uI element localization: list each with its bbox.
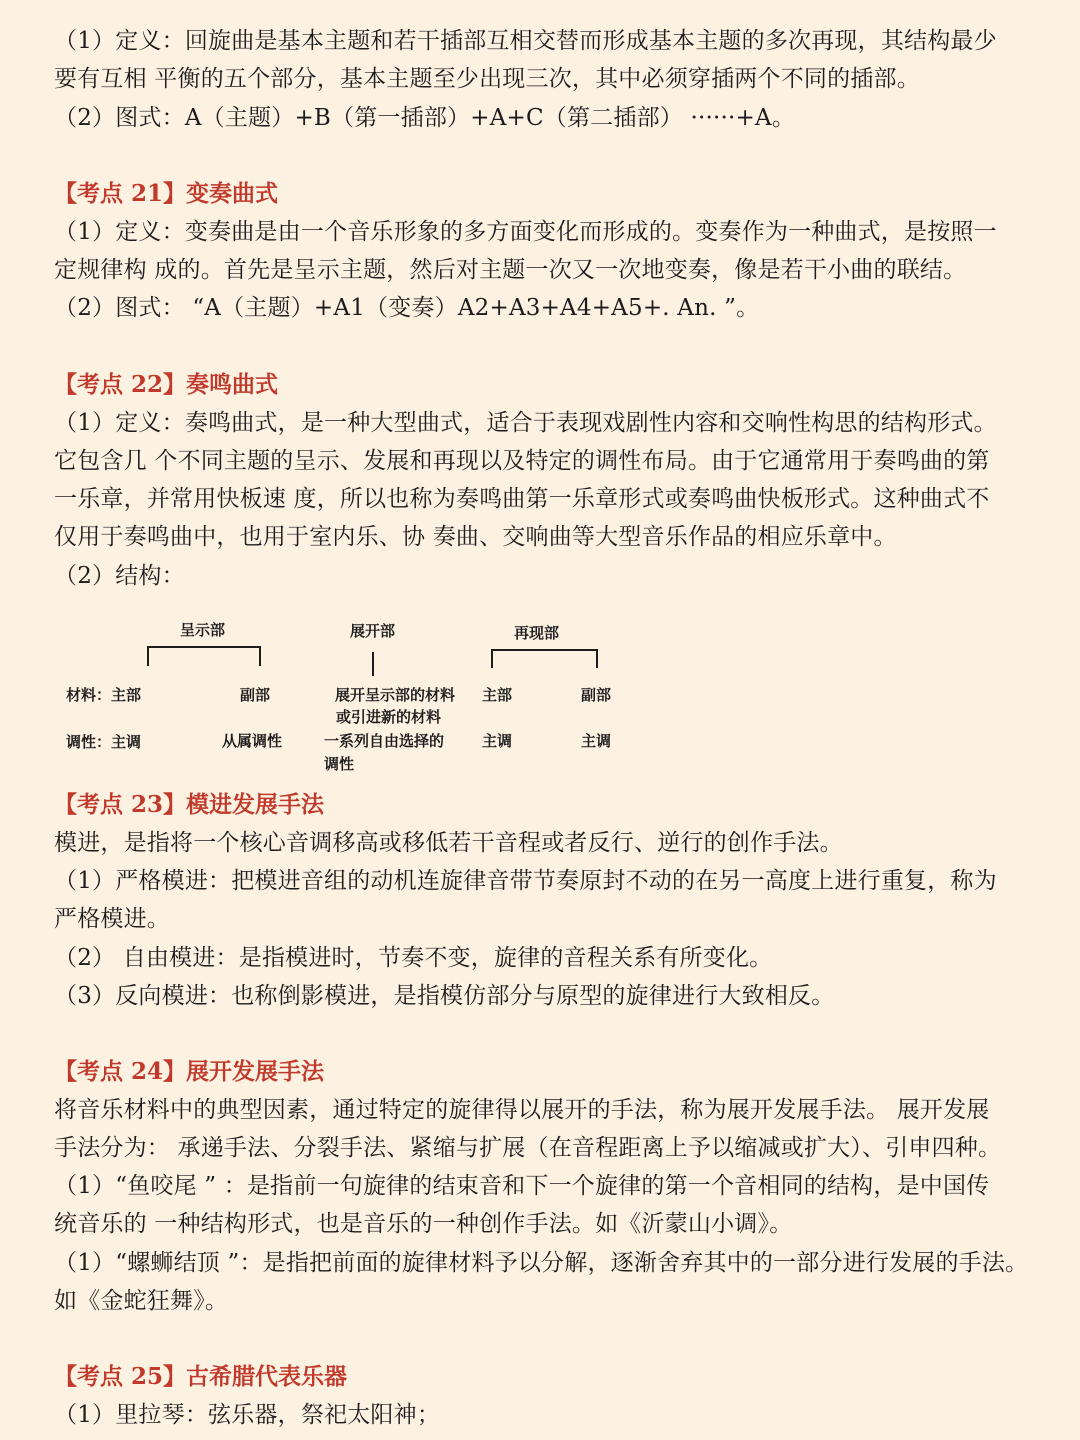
- section-24-line-6: 如《金蛇狂舞》。: [54, 1288, 229, 1314]
- label-development-material-1: 展开呈示部的材料: [335, 686, 456, 704]
- section-25-line-1: （1）里拉琴：弦乐器，祭祀太阳神；: [54, 1402, 441, 1428]
- section-23-line-2: （1）严格模进：把模进音组的动机连旋律音带节奏原封不动的在另一高度上进行重复，称为: [54, 868, 997, 894]
- label-development: 展开部: [350, 622, 396, 640]
- section-23-line-5: （3）反向模进：也称倒影模进，是指模仿部分与原型的旋律进行大致相反。: [54, 983, 835, 1009]
- section-22-line-2: 它包含几 个不同主题的呈示、发展和再现以及特定的调性布局。由于它通常用于奏鸣曲的第: [54, 448, 990, 474]
- section-22-line-1: （1）定义：奏鸣曲式，是一种大型曲式，适合于表现戏剧性内容和交响性构思的结构形式。: [54, 410, 997, 436]
- section-heading-24: 【考点 24】展开发展手法: [54, 1058, 325, 1085]
- label-development-key-2: 调性: [324, 755, 355, 773]
- label-exposition-secondary: 副部: [240, 686, 271, 704]
- label-development-material-2: 或引进新的材料: [336, 708, 442, 726]
- section-23-line-1: 模进，是指将一个核心音调移高或移低若干音程或者反行、逆行的创作手法。: [54, 830, 843, 856]
- label-key-dominant: 从属调性: [222, 732, 283, 750]
- exposition-bracket: [148, 647, 260, 666]
- section-23-line-4: （2） 自由模进：是指模进时，节奏不变，旋律的音程关系有所变化。: [54, 945, 773, 971]
- section-heading-23: 【考点 23】模进发展手法: [54, 791, 325, 818]
- section-22-line-4: 仅用于奏鸣曲中，也用于室内乐、协 奏曲、交响曲等大型音乐作品的相应乐章中。: [54, 524, 897, 550]
- label-recap-key-primary: 主调: [482, 732, 513, 750]
- recapitulation-bracket: [492, 650, 597, 668]
- label-recap-primary: 主部: [482, 686, 513, 704]
- section-24-line-5: （1）“螺蛳结顶 ”：是指把前面的旋律材料予以分解，逐渐舍弃其中的一部分进行发展的手法。: [54, 1250, 1029, 1276]
- section-24-line-4: 统音乐的 一种结构形式，也是音乐的一种创作手法。如《沂蒙山小调》。: [54, 1211, 793, 1237]
- rondo-definition-line-1: （1）定义：回旋曲是基本主题和若干插部互相交替而形成基本主题的多次再现，其结构最少: [54, 28, 997, 54]
- label-recapitulation: 再现部: [514, 624, 560, 642]
- section-heading-25: 【考点 25】古希腊代表乐器: [54, 1363, 348, 1390]
- label-material-primary: 材料：主部: [66, 686, 142, 704]
- section-heading-21: 【考点 21】变奏曲式: [54, 180, 279, 207]
- section-21-line-2: 定规律构 成的。首先是呈示主题，然后对主题一次又一次地变奏，像是若干小曲的联结。: [54, 257, 967, 283]
- section-21-line-1: （1）定义：变奏曲是由一个音乐形象的多方面变化而形成的。变奏作为一种曲式，是按照一: [54, 219, 997, 245]
- section-24-line-3: （1）“鱼咬尾 ” ：是指前一句旋律的结束音和下一个旋律的第一个音相同的结构，是中国传: [54, 1173, 990, 1199]
- label-recap-secondary: 副部: [581, 686, 612, 704]
- section-22-line-5: （2）结构：: [54, 563, 185, 589]
- section-23-line-3: 严格模进。: [54, 906, 170, 932]
- section-21-line-3: （2）图式： “A（主题）+A1（变奏）A2+A3+A4+A5+. An. ”。: [54, 295, 760, 321]
- label-development-key-1: 一系列自由选择的: [324, 732, 445, 750]
- section-24-line-2: 手法分为： 承递手法、分裂手法、紧缩与扩展（在音程距离上予以缩减或扩大）、引申四种。: [54, 1135, 1002, 1161]
- label-recap-key-secondary: 主调: [581, 732, 612, 750]
- rondo-definition-line-2: 要有互相 平衡的五个部分，基本主题至少出现三次，其中必须穿插两个不同的插部。: [54, 66, 920, 92]
- section-heading-22: 【考点 22】奏鸣曲式: [54, 371, 279, 398]
- section-24-line-1: 将音乐材料中的典型因素，通过特定的旋律得以展开的手法，称为展开发展手法。 展开发展: [54, 1097, 990, 1123]
- label-exposition: 呈示部: [180, 621, 226, 639]
- section-22-line-3: 一乐章，并常用快板速 度，所以也称为奏鸣曲第一乐章形式或奏鸣曲快板形式。这种曲式不: [54, 486, 990, 512]
- rondo-formula: （2）图式：A（主题）+B（第一插部）+A+C（第二插部） ······+A。: [54, 105, 796, 131]
- label-key-tonic: 调性：主调: [66, 733, 142, 751]
